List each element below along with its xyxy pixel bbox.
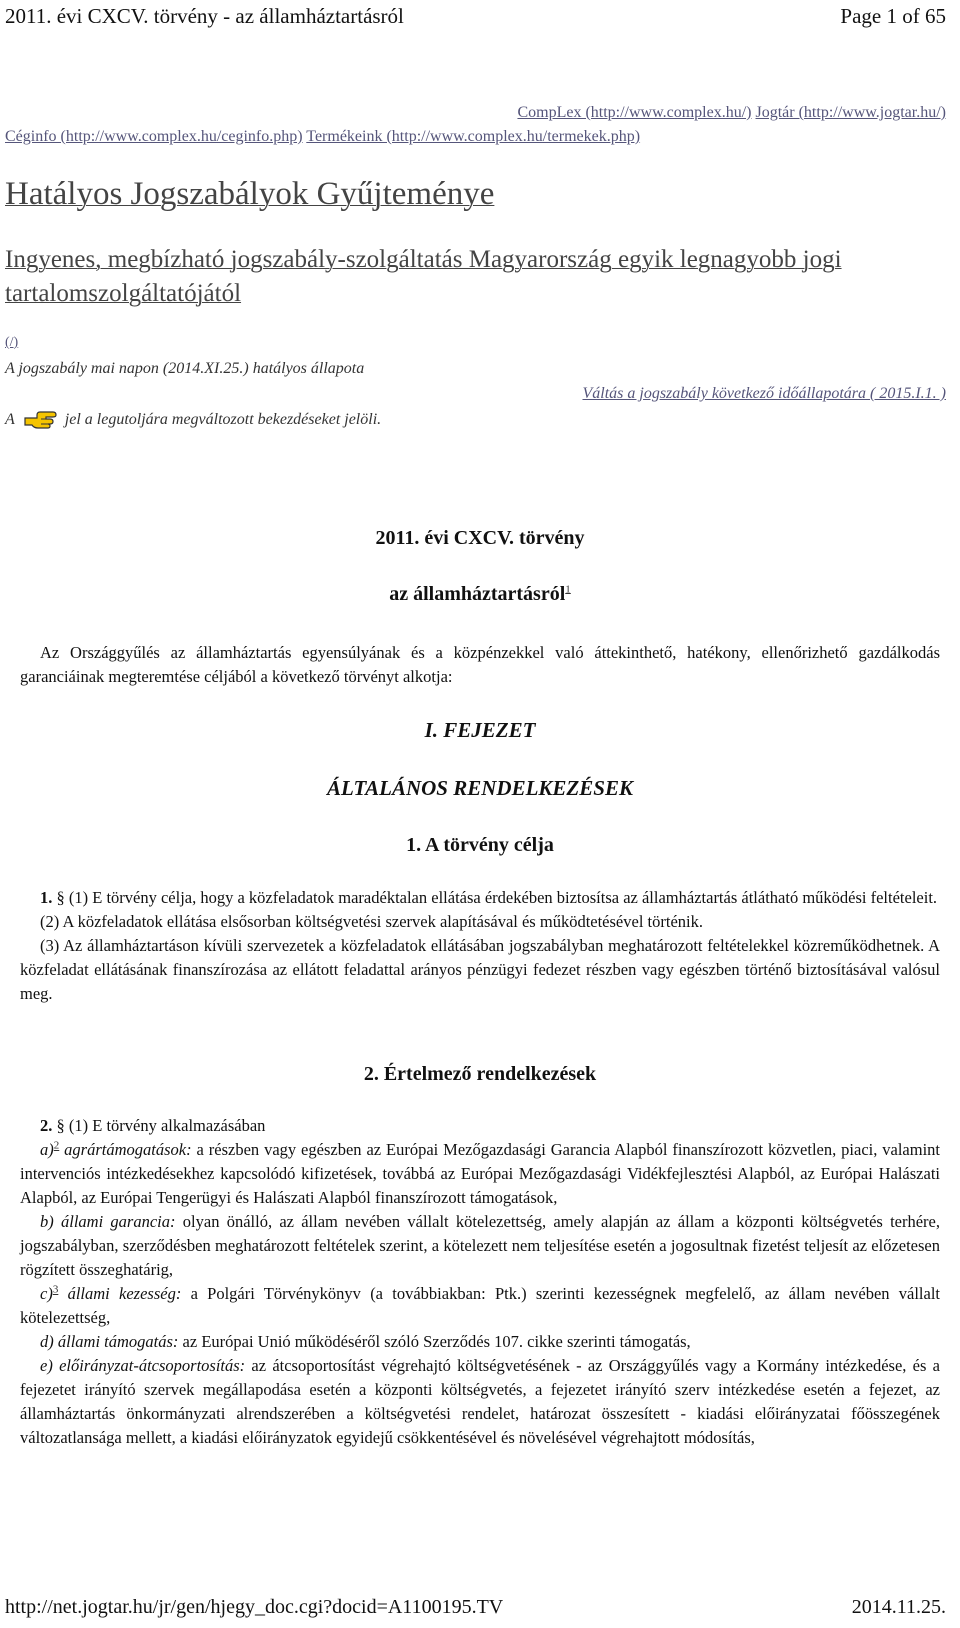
definition-b: [20, 1210, 940, 1282]
print-footer-date: 2014.11.25.: [851, 1596, 946, 1618]
definition-a-term: agrártámogatások:: [64, 1140, 192, 1159]
definition-e: [20, 1354, 940, 1450]
print-footer-url: http://net.jogtar.hu/jr/gen/hjegy_doc.cgi?docid=A1100195.TV: [5, 1596, 504, 1618]
definition-d-text: az Európai Unió működéséről szóló Szerződés 107. cikke szerinti támogatás,: [182, 1332, 691, 1351]
print-header-page: Page 1 of 65: [840, 4, 946, 28]
definition-c-label: c): [40, 1284, 53, 1303]
complex-link[interactable]: CompLex (http://www.complex.hu/): [517, 104, 752, 121]
footnote-1-link[interactable]: 1: [565, 583, 571, 596]
switch-version-link[interactable]: Váltás a jogszabály következő időállapotára ( 2015.I.1. ): [582, 385, 946, 402]
definition-b-term: b) állami garancia:: [40, 1212, 176, 1231]
definition-c-text: a Polgári Törvénykönyv (a továbbiakban: Ptk.) szerinti kezességnek megfelelő, az állam nevében vállalt kötelezettség,: [20, 1284, 941, 1327]
article-1-number: 1.: [40, 888, 53, 907]
article-1-para-3: (3) Az államháztartáson kívüli szervezetek a közfeladatok ellátásában jogszabályban meghatározott feltételekkel közreműködhetnek. A közfeladat ellátásának finanszírozása az ellátott feladattal arányos pénzügyi fedezet részben vagy egészben történő biztosításával valósul meg.: [20, 936, 940, 1003]
termekeink-link[interactable]: Termékeink (http://www.complex.hu/termekek.php): [306, 128, 641, 145]
definition-a-label: a): [40, 1140, 54, 1159]
change-legend: [5, 409, 381, 431]
article-2-number: 2.: [40, 1116, 53, 1135]
current-state-line: A jogszabály mai napon (2014.XI.25.) hatályos állapota: [5, 360, 365, 377]
article-2: [20, 1114, 940, 1450]
law-subtitle-text: az államháztartásról: [389, 583, 566, 605]
legend-prefix: A: [5, 411, 15, 428]
definition-e-text: az átcsoportosítást végrehajtó költségvetésének - az Országgyűlés vagy a Kormány intézkedése, és a fejezetet irányító szervek megállapodása esetén a központi költségvetés, a fejezetet irányító szerv intézkedése esetén a fejezet, az államháztartás önkormányzati alrendszerében a költségvetési rendelet, határozat összesített - kiadási előirányzatai főösszegének változatlansága mellett, a kiadási előirányzatok egyidejű csökkentésével és növelésével végrehajtott módosítás,: [20, 1356, 940, 1447]
home-link[interactable]: (/): [5, 335, 19, 350]
article-1-para-2: (2) A közfeladatok ellátása elsősorban költségvetési szervek alapításával és működtetésével történik.: [40, 912, 703, 931]
pointing-hand-icon: [23, 409, 57, 431]
chapter-number: I. FEJEZET: [424, 718, 536, 742]
footnote-2-link[interactable]: 2: [53, 1139, 60, 1152]
print-footer: [0, 1594, 960, 1624]
definition-e-term: e) előirányzat-átcsoportosítás:: [40, 1356, 246, 1375]
preamble: [20, 641, 940, 689]
article-1-para-1: [20, 886, 940, 910]
definition-a: [20, 1138, 940, 1210]
jogtar-link[interactable]: Jogtár (http://www.jogtar.hu/): [755, 104, 946, 121]
section-1-title: 1. A törvény célja: [406, 834, 554, 856]
site-title[interactable]: Hatályos Jogszabályok Gyűjteménye: [5, 176, 495, 212]
article-2-intro-text: § (1) E törvény alkalmazásában: [56, 1116, 266, 1135]
preamble-text: Az Országgyűlés az államháztartás egyensúlyának és a közpénzekkel való áttekinthető, hatékony, ellenőrizhető gazdálkodás garanciáinak megteremtése céljából a következő törvényt alkotja:: [20, 643, 940, 686]
top-navigation: [5, 101, 946, 149]
article-1: [20, 886, 940, 1006]
law-title: 2011. évi CXCV. törvény: [375, 527, 585, 549]
legend-text: jel a legutoljára megváltozott bekezdéseket jelöli.: [64, 411, 382, 428]
site-subtitle[interactable]: Ingyenes, megbízható jogszabály-szolgáltatás Magyarország egyik legnagyobb jogi tartalomszolgáltatójától: [5, 246, 842, 307]
ceginfo-link[interactable]: Céginfo (http://www.complex.hu/ceginfo.php): [5, 128, 303, 145]
article-1-para-1-text: § (1) E törvény célja, hogy a közfeladatok maradéktalan ellátása érdekében biztosítsa az államháztartás átlátható működési feltételeit.: [56, 888, 938, 907]
definition-b-text: olyan önálló, az állam nevében vállalt kötelezettség, amely alapján az állam a központi költségvetés terhére, jogszabályban, szerződésben meghatározott feltételek szerint, a kötelezett nem teljesítése esetén a jogosultnak fizetést teljesít az előzetesen rögzített összeghatárig,: [20, 1212, 940, 1279]
print-header-title: 2011. évi CXCV. törvény - az államháztartásról: [5, 4, 404, 28]
law-subtitle: [0, 583, 960, 606]
definition-c: [20, 1282, 940, 1330]
footnote-3-link[interactable]: 3: [52, 1283, 59, 1296]
definition-d-term: d) állami támogatás:: [40, 1332, 179, 1351]
article-2-intro: [20, 1114, 940, 1138]
definition-a-text: a részben vagy egészben az Európai Mezőgazdasági Garancia Alapból finanszírozott közvetlen, piaci, valamint intervenciós intézkedésekhez kapcsolódó kifizetések, továbbá az Európai Mezőgazdasági Vidékfejlesztési Alapból, az Európai Halászati Alapból, az Európai Tengerügyi és Halászati Alapból finanszírozott támogatások,: [20, 1140, 941, 1207]
print-header: [0, 0, 960, 40]
definition-c-term: állami kezesség:: [67, 1284, 182, 1303]
chapter-title: ÁLTALÁNOS RENDELKEZÉSEK: [327, 776, 633, 800]
definition-d: [20, 1330, 940, 1354]
section-2-title: 2. Értelmező rendelkezések: [363, 1063, 597, 1085]
